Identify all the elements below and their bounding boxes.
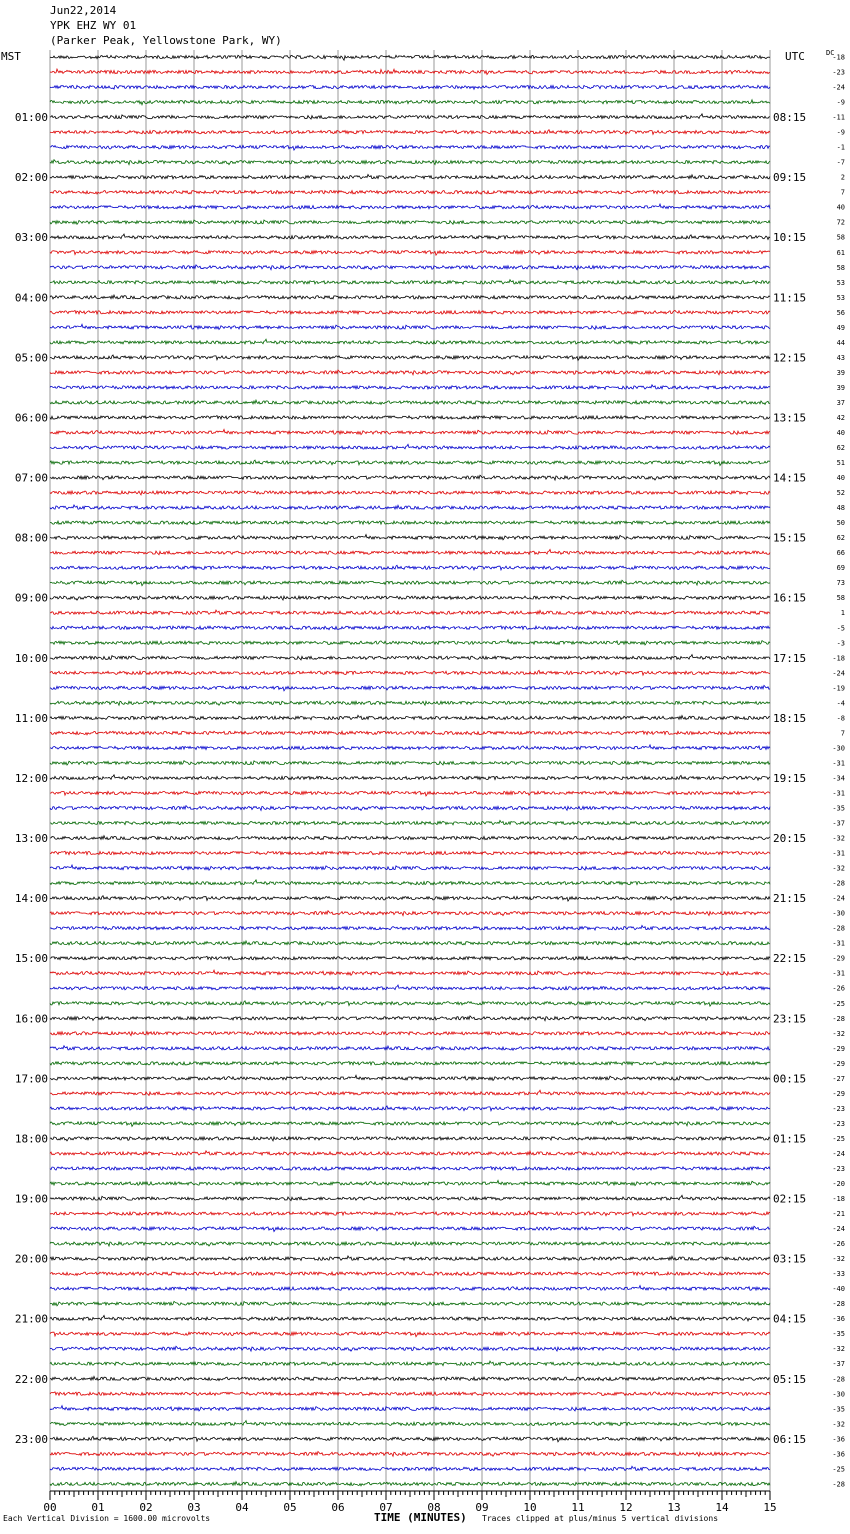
trace-line: [50, 1272, 770, 1276]
trace-line: [50, 880, 770, 885]
trace-line: [50, 1301, 770, 1305]
x-tick-label: 11: [571, 1501, 585, 1514]
dc-offset-value: 56: [836, 308, 845, 317]
trace-line: [50, 1316, 770, 1321]
dc-offset-value: 40: [836, 474, 845, 483]
dc-offset-value: -18: [832, 654, 845, 663]
dc-offset-value: -24: [832, 894, 845, 903]
dc-offset-value: -24: [832, 1149, 845, 1158]
dc-offset-value: -28: [832, 1480, 845, 1489]
utc-hour-label: 17:15: [773, 651, 807, 665]
dc-offset-value: 58: [836, 594, 845, 603]
dc-offset-value: -35: [832, 804, 845, 813]
trace-line: [50, 295, 770, 299]
x-tick-label: 04: [235, 1501, 249, 1514]
dc-offset-value: 7: [840, 729, 845, 738]
trace-line: [50, 85, 770, 89]
dc-offset-value: -5: [836, 624, 845, 633]
utc-hour-label: 08:15: [773, 111, 807, 125]
dc-offset-value: -36: [832, 1450, 845, 1459]
utc-hour-label: 13:15: [773, 411, 807, 425]
dc-offset-value: -30: [832, 909, 845, 918]
dc-offset-value: -25: [832, 1465, 845, 1474]
x-tick-label: 09: [475, 1501, 489, 1514]
dc-offset-value: 73: [836, 579, 845, 588]
trace-line: [50, 324, 770, 329]
utc-hour-label: 22:15: [773, 952, 807, 966]
x-tick-label: 15: [763, 1501, 777, 1514]
trace-line: [50, 985, 770, 990]
dc-offset-value: 58: [836, 233, 845, 242]
utc-hour-label: 09:15: [773, 171, 807, 185]
mst-hour-label: 22:00: [14, 1372, 48, 1386]
trace-line: [50, 865, 770, 870]
utc-hour-label: 19:15: [773, 771, 807, 785]
dc-offset-value: -19: [832, 684, 845, 693]
trace-line: [50, 416, 770, 420]
trace-line: [50, 791, 770, 796]
dc-offset-value: -35: [832, 1330, 845, 1339]
mst-hour-label: 23:00: [14, 1432, 48, 1446]
mst-hour-label: 16:00: [14, 1012, 48, 1026]
mst-hour-label: 19:00: [14, 1192, 48, 1206]
mst-hour-label: 12:00: [14, 771, 48, 785]
trace-line: [50, 956, 770, 960]
trace-line: [50, 806, 770, 811]
trace-line: [50, 475, 770, 480]
trace-line: [50, 491, 770, 495]
dc-offset-value: 62: [836, 444, 845, 453]
dc-offset-value: 40: [836, 429, 845, 437]
dc-offset-value: -28: [832, 1375, 845, 1384]
dc-offset-value: 42: [836, 413, 845, 422]
trace-line: [50, 820, 770, 824]
trace-line: [50, 310, 770, 314]
trace-line: [50, 1211, 770, 1216]
utc-hour-label: 04:15: [773, 1312, 807, 1326]
dc-offset-value: 49: [836, 323, 845, 332]
trace-line: [50, 550, 770, 555]
trace-line: [50, 460, 770, 465]
trace-line: [50, 941, 770, 945]
dc-offset-value: -23: [832, 1104, 845, 1113]
plot-date: Jun22,2014: [50, 4, 117, 17]
dc-offset-value: -23: [832, 68, 845, 77]
vertical-division-note: Each Vertical Division = 1600.00 microvolts: [3, 1514, 211, 1523]
trace-line: [50, 896, 770, 901]
trace-line: [50, 400, 770, 404]
dc-offset-value: -11: [832, 113, 845, 122]
dc-offset-value: -31: [832, 849, 845, 858]
dc-offset-value: -28: [832, 879, 845, 888]
mst-hour-label: 07:00: [14, 471, 48, 485]
station-location: (Parker Peak, Yellowstone Park, WY): [50, 34, 282, 47]
trace-line: [50, 1151, 770, 1156]
dc-offset-value: -8: [836, 714, 845, 723]
trace-line: [50, 1452, 770, 1457]
dc-offset-value: -23: [832, 1119, 845, 1128]
x-tick-label: 14: [715, 1501, 729, 1514]
x-tick-label: 10: [523, 1501, 537, 1514]
mst-hour-label: 18:00: [14, 1132, 48, 1146]
mst-hour-label: 03:00: [14, 231, 48, 245]
trace-line: [50, 1090, 770, 1095]
dc-offset-value: -32: [832, 1345, 845, 1354]
utc-hour-label: 11:15: [773, 291, 807, 305]
mst-hour-label: 10:00: [14, 651, 48, 665]
trace-line: [50, 851, 770, 855]
trace-line: [50, 1180, 770, 1185]
mst-hour-label: 02:00: [14, 171, 48, 185]
dc-offset-value: -24: [832, 669, 845, 678]
trace-line: [50, 1046, 770, 1051]
trace-line: [50, 1137, 770, 1141]
dc-offset-value: 43: [836, 353, 845, 362]
x-tick-label: 00: [43, 1501, 57, 1514]
trace-line: [50, 715, 770, 719]
trace-line: [50, 505, 770, 510]
trace-line: [50, 69, 770, 74]
mst-hour-label: 21:00: [14, 1312, 48, 1326]
dc-offset-label: DC: [826, 49, 835, 57]
utc-hour-label: 15:15: [773, 531, 807, 545]
mst-hour-label: 20:00: [14, 1252, 48, 1266]
trace-line: [50, 1256, 770, 1260]
trace-line: [50, 1421, 770, 1426]
dc-offset-value: 62: [836, 534, 845, 543]
dc-offset-value: 7: [840, 188, 845, 197]
x-tick-label: 06: [331, 1501, 345, 1514]
trace-line: [50, 220, 770, 224]
utc-hour-label: 18:15: [773, 711, 807, 725]
mst-hour-label: 01:00: [14, 111, 48, 125]
time-axis-title: TIME (MINUTES): [374, 1511, 467, 1524]
trace-line: [50, 280, 770, 284]
trace-line: [50, 1062, 770, 1066]
dc-offset-value: -35: [832, 1405, 845, 1414]
dc-offset-value: -30: [832, 744, 845, 753]
mst-hour-label: 09:00: [14, 591, 48, 605]
trace-line: [50, 1392, 770, 1396]
dc-offset-value: -4: [836, 699, 845, 708]
trace-line: [50, 429, 770, 434]
dc-offset-value: -23: [832, 1164, 845, 1173]
mst-hour-label: 15:00: [14, 952, 48, 966]
dc-offset-value: -32: [832, 1029, 845, 1038]
dc-offset-value: 72: [836, 218, 845, 227]
trace-line: [50, 1075, 770, 1080]
dc-offset-value: 61: [836, 248, 845, 257]
x-tick-label: 08: [427, 1501, 441, 1514]
dc-offset-value: 1: [840, 609, 845, 618]
dc-offset-value: 51: [836, 459, 845, 468]
mst-hour-label: 05:00: [14, 351, 48, 365]
trace-line: [50, 265, 770, 270]
dc-offset-value: -27: [832, 1074, 845, 1083]
trace-line: [50, 1032, 770, 1036]
trace-line: [50, 1346, 770, 1351]
trace-line: [50, 1482, 770, 1486]
utc-hour-label: 21:15: [773, 892, 807, 906]
utc-hour-label: 23:15: [773, 1012, 807, 1026]
dc-offset-value: 53: [836, 293, 845, 302]
utc-hour-label: 06:15: [773, 1432, 807, 1446]
mst-hour-label: 17:00: [14, 1072, 48, 1086]
trace-line: [50, 626, 770, 630]
clipping-note: Traces clipped at plus/minus 5 vertical divisions: [482, 1514, 719, 1523]
x-tick-label: 13: [667, 1501, 681, 1514]
mst-hour-label: 11:00: [14, 711, 48, 725]
x-tick-label: 02: [139, 1501, 153, 1514]
dc-offset-value: -26: [832, 984, 845, 993]
dc-offset-value: -32: [832, 1420, 845, 1429]
seismic-traces: [50, 55, 770, 1486]
trace-line: [50, 1121, 770, 1126]
trace-line: [50, 685, 770, 690]
dc-offset-value: -31: [832, 939, 845, 948]
dc-offset-value: -29: [832, 954, 845, 963]
dc-offset-value: -29: [832, 1059, 845, 1068]
dc-offset-value: -31: [832, 969, 845, 978]
dc-offset-value: 37: [836, 398, 845, 407]
dc-offset-value: -1: [836, 143, 845, 152]
trace-line: [50, 596, 770, 600]
utc-hour-label: 16:15: [773, 591, 807, 605]
dc-offset-value: -32: [832, 864, 845, 873]
trace-line: [50, 251, 770, 256]
dc-offset-value: -36: [832, 1315, 845, 1324]
dc-offset-value: -32: [832, 834, 845, 843]
station-code: YPK EHZ WY 01: [50, 19, 137, 32]
trace-line: [50, 370, 770, 375]
dc-offset-value: 2: [840, 173, 845, 182]
trace-line: [50, 234, 770, 239]
dc-offset-value: -36: [832, 1435, 845, 1444]
trace-line: [50, 1361, 770, 1366]
trace-line: [50, 1016, 770, 1021]
dc-offset-value: -25: [832, 1134, 845, 1143]
dc-offset-value: 50: [836, 519, 845, 528]
trace-line: [50, 1406, 770, 1411]
trace-line: [50, 55, 770, 60]
trace-line: [50, 521, 770, 525]
dc-offset-value: -9: [836, 128, 845, 137]
mst-axis-label: MST: [1, 50, 21, 63]
utc-hour-label: 00:15: [773, 1072, 807, 1086]
dc-offset-value: 52: [836, 489, 845, 498]
dc-offset-value: 44: [836, 338, 845, 347]
dc-offset-value: -24: [832, 1225, 845, 1234]
x-tick-label: 07: [379, 1501, 393, 1514]
trace-line: [50, 970, 770, 975]
dc-offset-value: 66: [836, 549, 845, 558]
dc-offset-value: -28: [832, 1300, 845, 1309]
dc-offset-value: -34: [832, 774, 845, 783]
dc-offset-value: -20: [832, 1180, 845, 1188]
trace-line: [50, 175, 770, 180]
dc-offset-value: -33: [832, 1270, 845, 1279]
dc-offset-value: 69: [836, 564, 845, 573]
utc-hour-label: 05:15: [773, 1372, 807, 1386]
utc-axis-label: UTC: [785, 50, 805, 63]
trace-line: [50, 146, 770, 151]
x-tick-label: 01: [91, 1501, 105, 1514]
trace-line: [50, 911, 770, 916]
dc-offset-value: -31: [832, 789, 845, 798]
trace-line: [50, 775, 770, 780]
trace-line: [50, 1466, 770, 1470]
trace-line: [50, 640, 770, 645]
trace-line: [50, 1332, 770, 1337]
utc-hour-label: 14:15: [773, 471, 807, 485]
dc-offset-value: -30: [832, 1390, 845, 1399]
trace-line: [50, 1167, 770, 1171]
dc-offset-value: -3: [836, 639, 845, 648]
trace-line: [50, 130, 770, 135]
trace-line: [50, 444, 770, 449]
dc-offset-value: -40: [832, 1285, 845, 1294]
dc-offset-value: -26: [832, 1240, 845, 1249]
dc-offset-value: -29: [832, 1089, 845, 1098]
dc-offset-value: -25: [832, 999, 845, 1008]
mst-hour-label: 04:00: [14, 291, 48, 305]
trace-line: [50, 701, 770, 705]
trace-line: [50, 1242, 770, 1246]
trace-line: [50, 565, 770, 570]
trace-line: [50, 580, 770, 585]
trace-line: [50, 1376, 770, 1380]
dc-offset-value: -7: [836, 158, 845, 167]
utc-hour-label: 20:15: [773, 832, 807, 846]
x-tick-label: 05: [283, 1501, 297, 1514]
trace-line: [50, 204, 770, 209]
trace-line: [50, 535, 770, 540]
dc-offset-value: -18: [832, 1195, 845, 1204]
dc-offset-value: -31: [832, 759, 845, 768]
utc-hour-label: 10:15: [773, 231, 807, 245]
x-tick-label: 03: [187, 1501, 201, 1514]
trace-line: [50, 190, 770, 194]
trace-line: [50, 100, 770, 105]
trace-line: [50, 114, 770, 119]
mst-hour-label: 13:00: [14, 832, 48, 846]
trace-line: [50, 610, 770, 615]
trace-line: [50, 1106, 770, 1111]
trace-line: [50, 339, 770, 344]
x-tick-label: 12: [619, 1501, 633, 1514]
trace-line: [50, 385, 770, 390]
dc-offset-value: -9: [836, 98, 845, 107]
dc-offset-value: -18: [832, 53, 845, 62]
mst-hour-label: 06:00: [14, 411, 48, 425]
mst-hour-label: 14:00: [14, 892, 48, 906]
dc-offset-value: 39: [836, 383, 845, 392]
utc-hour-label: 01:15: [773, 1132, 807, 1146]
dc-offset-value: -24: [832, 83, 845, 92]
dc-offset-value: 39: [836, 368, 845, 377]
dc-offset-value: -21: [832, 1210, 845, 1219]
utc-hour-label: 03:15: [773, 1252, 807, 1266]
dc-offset-value: 53: [836, 278, 845, 287]
trace-line: [50, 655, 770, 660]
utc-hour-label: 12:15: [773, 351, 807, 365]
dc-offset-value: -32: [832, 1255, 845, 1264]
mst-hour-label: 08:00: [14, 531, 48, 545]
trace-line: [50, 355, 770, 360]
trace-line: [50, 1195, 770, 1200]
dc-offset-value: 40: [836, 203, 845, 212]
dc-offset-value: 58: [836, 263, 845, 272]
trace-line: [50, 731, 770, 735]
trace-line: [50, 745, 770, 750]
trace-line: [50, 1226, 770, 1231]
trace-line: [50, 761, 770, 765]
dc-offset-value: -37: [832, 819, 845, 828]
dc-offset-value: 48: [836, 504, 845, 513]
trace-line: [50, 1436, 770, 1441]
trace-line: [50, 926, 770, 931]
dc-offset-value: -29: [832, 1044, 845, 1053]
trace-line: [50, 1286, 770, 1291]
dc-offset-value: -28: [832, 1014, 845, 1023]
trace-line: [50, 836, 770, 840]
dc-offset-value: -37: [832, 1360, 845, 1369]
trace-line: [50, 670, 770, 675]
trace-line: [50, 1001, 770, 1006]
utc-hour-label: 02:15: [773, 1192, 807, 1206]
dc-offset-value: -28: [832, 924, 845, 933]
trace-line: [50, 160, 770, 165]
